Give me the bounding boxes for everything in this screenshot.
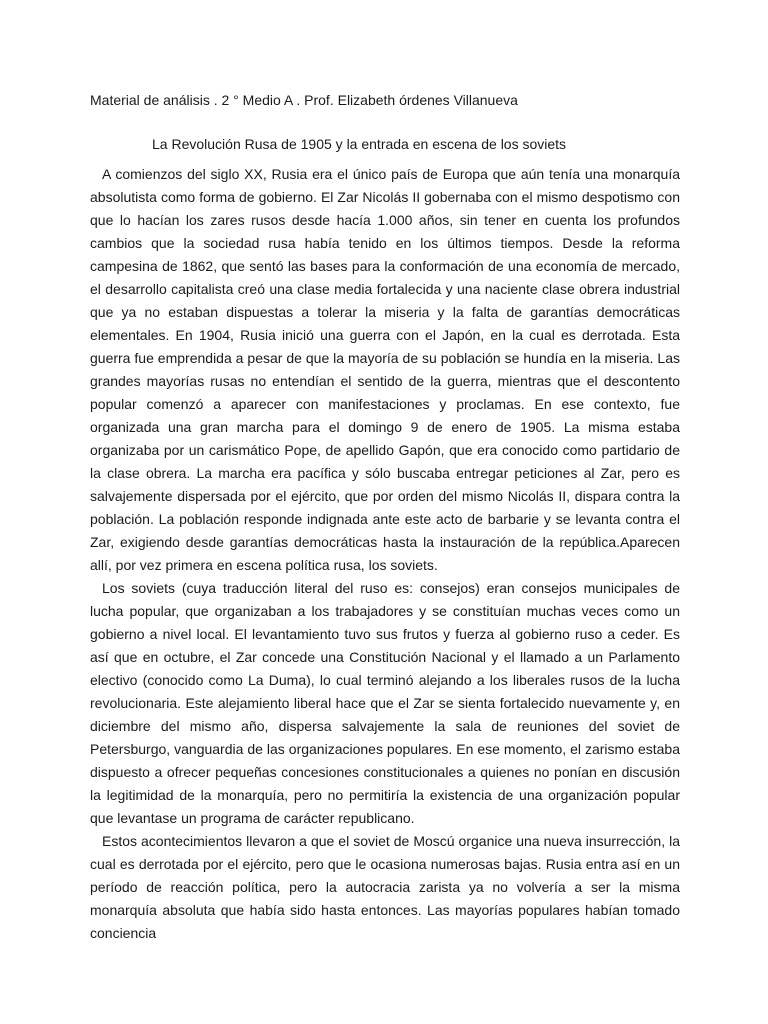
paragraph: Los soviets (cuya traducción literal del ruso es: consejos) eran consejos municipales de lucha popular, que organizaban a los trabajadores y se constituían muchas veces como un gobierno a nivel local. El levantamiento tuvo sus frutos y fuerza al gobierno ruso a ceder. Es así que en octubre, el Zar concede una Constitución Nacional y el llamado a un Parlamento electivo (conocido como La Duma), lo cual terminó alejando a los liberales rusos de la lucha revolucionaria. Este alejamiento liberal hace que el Zar se sienta fortalecido nuevamente y, en diciembre del mismo año, dispersa salvajemente la sala de reuniones del soviet de Petersburgo, vanguardia de las organizaciones populares. En ese momento, el zarismo estaba dispuesto a ofrecer pequeñas concesiones constitucionales a quienes no ponían en discusión la legitimidad de la monarquía, pero no permitiría la existencia de una organización popular que levantase un programa de carácter republicano. [90, 580, 680, 826]
paragraph: A comienzos del siglo XX, Rusia era el único país de Europa que aún tenía una monarquía absolutista como forma de gobierno. El Zar Nicolás II gobernaba con el mismo despotismo con que lo hacían los zares rusos desde hacía 1.000 años, sin tener en cuenta los profundos cambios que la sociedad rusa había tenido en los últimos tiempos. Desde la reforma campesina de 1862, que sentó las bases para la conformación de una economía de mercado, el desarrollo capitalista creó una clase media fortalecida y una naciente clase obrera industrial que ya no estaban dispuestas a tolerar la miseria y la falta de garantías democráticas elementales. En 1904, Rusia inició una guerra con el Japón, en la cual es derrotada. Esta guerra fue emprendida a pesar de que la mayoría de su población se hundía en la miseria. Las grandes mayorías rusas no entendían el sentido de la guerra, mientras que el descontento popular comenzó a aparecer con manifestaciones y proclamas. En ese contexto, fue organizada una gran marcha para el domingo 9 de enero de 1905. La misma estaba organizaba por un carismático Pope, de apellido Gapón, que era conocido como partidario de la clase obrera. La marcha era pacífica y sólo buscaba entregar peticiones al Zar, pero es salvajemente dispersada por el ejército, que por orden del mismo Nicolás II, dispara contra la población. La población responde indignada ante este acto de barbarie y se levanta contra el Zar, exigiendo desde garantías democráticas hasta la instauración de la república.Aparecen allí, por vez primera en escena política rusa, los soviets. [90, 166, 680, 573]
document-body [90, 163, 680, 945]
document-title: La Revolución Rusa de 1905 y la entrada en escena de los soviets [152, 136, 567, 152]
material-header: Material de análisis . 2 ° Medio A . Prof. Elizabeth órdenes Villanueva [90, 92, 518, 108]
paragraph: Estos acontecimientos llevaron a que el soviet de Moscú organice una nueva insurrección, la cual es derrotada por el ejército, pero que le ocasiona numerosas bajas. Rusia entra así en un período de reacción política, pero la autocracia zarista ya no volvería a ser la misma monarquía absoluta que había sido hasta entonces. Las mayorías populares habían tomado conciencia [90, 833, 680, 941]
